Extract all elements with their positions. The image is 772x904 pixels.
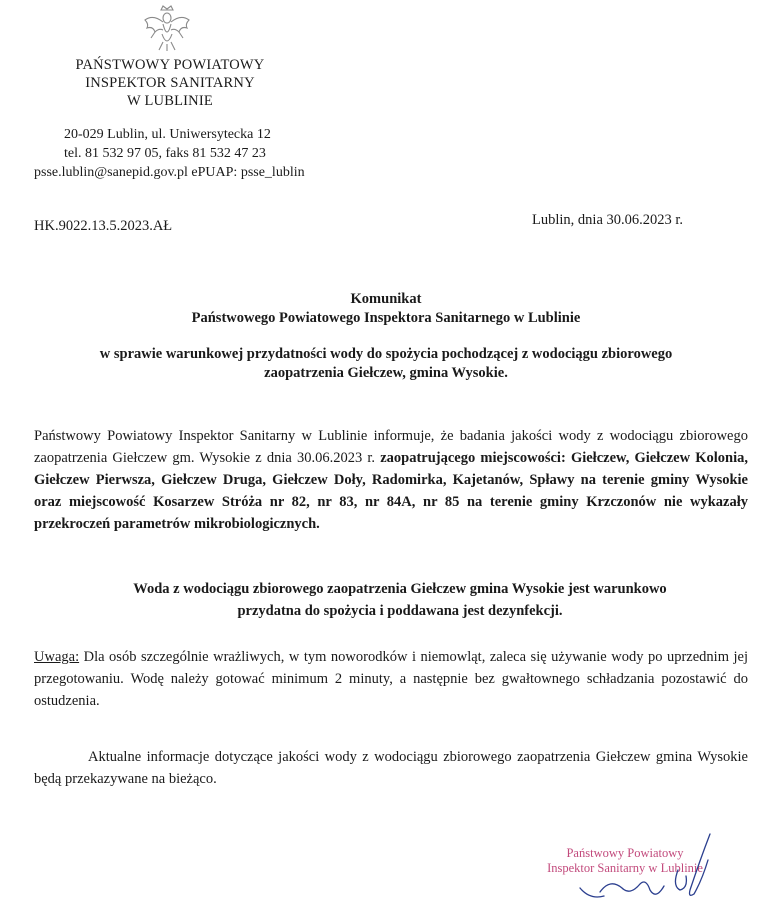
institution-name (40, 56, 300, 110)
reference-number: HK.9022.13.5.2023.AŁ (34, 218, 173, 234)
title-line-1: Komunikat (350, 291, 422, 307)
address: 20-029 Lublin, ul. Uniwersytecka 12 (64, 127, 271, 142)
signature-icon (560, 830, 730, 904)
note-label: Uwaga: (34, 649, 80, 665)
main-paragraph-bold: zaopatrującego miejscowości: Giełczew, Giełczew Kolonia, Giełczew Pierwsza, Giełczew Druga, Giełczew Doły, Radomirka, Kajetanów, Spławy na terenie gminy Wysokie oraz miejscowość Kosarzew Stróża nr 82, nr 83, nr 84A, nr 85 na terenie gminy Krzczonów nie wykazały przekroczeń parametrów mikrobiologicznych. (34, 450, 748, 532)
stamp-line-2: Inspektor Sanitarny w Lublinie (547, 861, 703, 875)
main-paragraph (34, 425, 748, 535)
document-subject (60, 345, 712, 383)
institution-line-3: W LUBLINIE (127, 93, 213, 109)
subject-line-2: zaopatrzenia Giełczew, gmina Wysokie. (264, 365, 508, 381)
date-line: Lublin, dnia 30.06.2023 r. (532, 212, 684, 228)
email-epuap: psse.lublin@sanepid.gov.pl ePUAP: psse_lublin (34, 165, 305, 180)
note-paragraph (34, 646, 748, 712)
polish-eagle-icon (141, 4, 193, 52)
institution-line-1: PAŃSTWOWY POWIATOWY (75, 57, 265, 73)
subject-line-1: w sprawie warunkowej przydatności wody do spożycia pochodzącej z wodociągu zbiorowego (99, 346, 673, 362)
contact-block (34, 125, 305, 182)
note-text: Dla osób szczególnie wrażliwych, w tym noworodków i niemowląt, zaleca się używanie wody po uprzednim jej przegotowaniu. Wodę należy gotować minimum 2 minuty, a następnie bez gwałtownego schładzania pozostawić do ostudzenia. (34, 649, 748, 709)
main-paragraph-normal: Państwowy Powiatowy Inspektor Sanitarny w Lublinie informuje, że badania jakości wody z wodociągu zbiorowego zaopatrzenia Giełczew gm. Wysokie z dnia 30.06.2023 r. (34, 428, 748, 466)
update-paragraph: Aktualne informacje dotyczące jakości wody z wodociągu zbiorowego zaopatrzenia Giełczew gmina Wysokie będą przekazywane na bieżąco. (34, 749, 748, 787)
phone-fax: tel. 81 532 97 05, faks 81 532 47 23 (64, 146, 266, 161)
highlight-statement (80, 578, 720, 622)
highlight-line-2: przydatna do spożycia i poddawana jest dezynfekcji. (237, 603, 563, 619)
document-title (60, 290, 712, 328)
stamp-line-1: Państwowy Powiatowy (566, 846, 684, 860)
highlight-line-1: Woda z wodociągu zbiorowego zaopatrzenia Giełczew gmina Wysokie jest warunkowo (133, 581, 667, 597)
institution-line-2: INSPEKTOR SANITARNY (85, 75, 255, 91)
title-line-2: Państwowego Powiatowego Inspektora Sanitarnego w Lublinie (191, 310, 581, 326)
